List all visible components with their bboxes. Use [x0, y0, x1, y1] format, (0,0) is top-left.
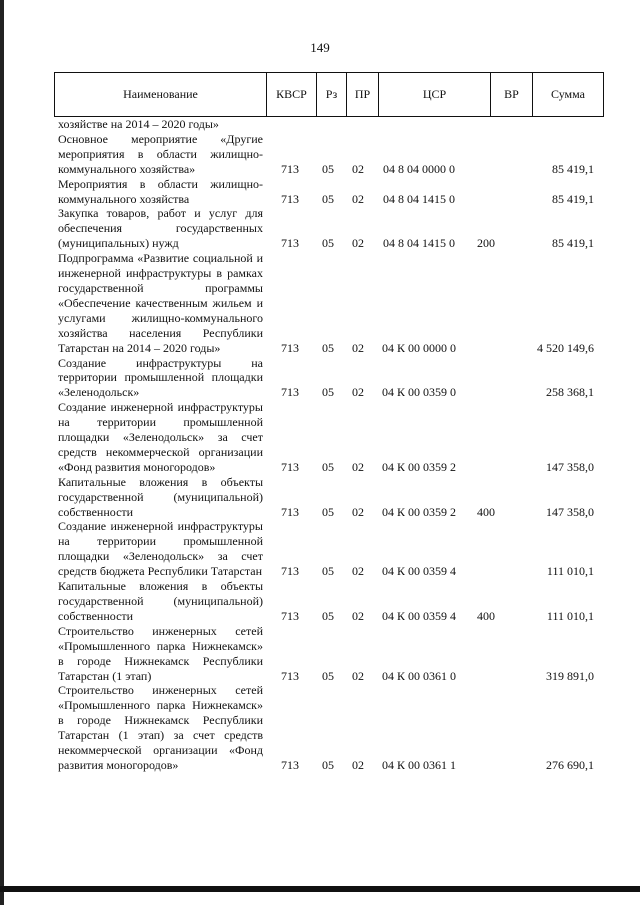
row-vr: 400 — [477, 608, 495, 623]
header-pr: ПР — [347, 73, 379, 116]
row-csr: 04 К 00 0359 4 — [381, 564, 456, 579]
row-pr: 02 — [352, 385, 364, 400]
scan-bottom-border — [0, 886, 640, 892]
row-name: Мероприятия в области жилищно-коммунального хозяйства — [58, 176, 263, 206]
row-rz: 05 — [322, 191, 334, 206]
row-sum: 4 520 149,6 — [537, 340, 594, 355]
row-rz: 05 — [322, 161, 334, 176]
page-number: 149 — [310, 40, 330, 55]
row-csr: 04 8 04 0000 0 — [383, 161, 455, 176]
row-name: Основное мероприятие «Другие мероприятия в области жилищно-коммунального хозяйства» — [58, 131, 263, 176]
row-kvsr: 713 — [281, 504, 299, 519]
row-sum: 258 368,1 — [546, 385, 594, 400]
row-rz: 05 — [322, 459, 334, 474]
row-csr: 04 К 00 0359 0 — [381, 385, 456, 400]
row-name: Закупка товаров, работ и услуг для обеспечения государственных (муниципальных) нужд — [58, 206, 263, 251]
row-rz: 05 — [322, 236, 334, 251]
row-kvsr: 713 — [281, 757, 299, 772]
row-vr: 400 — [477, 504, 495, 519]
table-row — [0, 519, 640, 579]
row-csr: 04 К 00 0359 2 — [381, 459, 456, 474]
row-pr: 02 — [352, 757, 364, 772]
row-rz: 05 — [322, 564, 334, 579]
table-row — [0, 206, 640, 251]
table-row — [0, 117, 640, 132]
row-name: хозяйстве на 2014 – 2020 годы» — [58, 117, 219, 131]
row-pr: 02 — [352, 668, 364, 683]
row-vr: 200 — [477, 236, 495, 251]
row-sum: 85 419,1 — [552, 191, 594, 206]
table-header — [54, 72, 604, 117]
row-kvsr: 713 — [281, 385, 299, 400]
table-row — [0, 356, 640, 401]
row-pr: 02 — [352, 504, 364, 519]
row-rz: 05 — [322, 757, 334, 772]
row-kvsr: 713 — [281, 459, 299, 474]
table-row — [0, 475, 640, 520]
row-pr: 02 — [352, 161, 364, 176]
table-row — [0, 579, 640, 624]
row-sum: 85 419,1 — [552, 236, 594, 251]
header-rz: Рз — [317, 73, 347, 116]
row-sum: 111 010,1 — [546, 564, 594, 579]
row-kvsr: 713 — [281, 161, 299, 176]
row-csr: 04 К 00 0361 0 — [381, 668, 456, 683]
row-sum: 276 690,1 — [546, 757, 594, 772]
table-row — [0, 177, 640, 207]
row-pr: 02 — [352, 236, 364, 251]
table-row — [0, 683, 640, 772]
table-row — [0, 624, 640, 684]
row-sum: 319 891,0 — [546, 668, 594, 683]
header-kvsr: КВСР — [267, 73, 317, 116]
row-pr: 02 — [352, 459, 364, 474]
row-rz: 05 — [322, 385, 334, 400]
row-pr: 02 — [352, 608, 364, 623]
header-name: Наименование — [55, 73, 267, 116]
row-pr: 02 — [352, 564, 364, 579]
header-vr: ВР — [491, 73, 533, 116]
row-rz: 05 — [322, 340, 334, 355]
row-pr: 02 — [352, 340, 364, 355]
row-csr: 04 К 00 0000 0 — [381, 340, 456, 355]
row-rz: 05 — [322, 504, 334, 519]
row-csr: 04 К 00 0359 2 — [381, 504, 456, 519]
row-name: Строительство инженерных сетей «Промышленного парка Нижнекамск» в городе Нижнекамск Республики Татарстан (1 этап) — [58, 623, 263, 683]
row-name: Капитальные вложения в объекты государственной (муниципальной) собственности — [58, 579, 263, 623]
row-kvsr: 713 — [281, 668, 299, 683]
row-pr: 02 — [352, 191, 364, 206]
row-name: Создание инженерной инфраструктуры на территории промышленной площадки «Зеленодольск» за счет средств некоммерческой организации «Фонд развития моногородов» — [58, 400, 263, 474]
row-rz: 05 — [322, 668, 334, 683]
table-row — [0, 251, 640, 355]
header-sum: Сумма — [551, 87, 585, 101]
row-rz: 05 — [322, 608, 334, 623]
header-csr: ЦСР — [379, 73, 491, 116]
table-body — [0, 117, 640, 773]
row-csr: 04 К 00 0361 1 — [381, 757, 456, 772]
row-kvsr: 713 — [281, 236, 299, 251]
row-csr: 04 8 04 1415 0 — [383, 236, 455, 251]
row-kvsr: 713 — [281, 564, 299, 579]
row-sum: 147 358,0 — [546, 504, 594, 519]
row-csr: 04 К 00 0359 4 — [381, 608, 456, 623]
row-csr: 04 8 04 1415 0 — [383, 191, 455, 206]
table-row — [0, 400, 640, 475]
row-name: Подпрограмма «Развитие социальной и инженерной инфраструктуры в рамках государственной программы «Обеспечение качественным жильем и услугами жилищно-коммунального хозяйства населения Республики Татарстан на 2014 – 2020 годы» — [58, 251, 263, 355]
row-name: Строительство инженерных сетей «Промышленного парка Нижнекамск» в городе Нижнекамск Республики Татарстан (1 этап) за счет средств некоммерческой организации «Фонд развития моногородов» — [58, 683, 263, 772]
row-kvsr: 713 — [281, 608, 299, 623]
row-name: Создание инфраструктуры на территории промышленной площадки «Зеленодольск» — [58, 355, 263, 400]
row-sum: 111 010,1 — [546, 608, 594, 623]
table-row — [0, 132, 640, 177]
row-kvsr: 713 — [281, 340, 299, 355]
row-sum: 85 419,1 — [552, 161, 594, 176]
row-name: Капитальные вложения в объекты государственной (муниципальной) собственности — [58, 474, 263, 519]
row-kvsr: 713 — [281, 191, 299, 206]
row-sum: 147 358,0 — [546, 459, 594, 474]
row-name: Создание инженерной инфраструктуры на территории промышленной площадки «Зеленодольск» за счет средств бюджета Республики Татарстан — [58, 519, 263, 579]
